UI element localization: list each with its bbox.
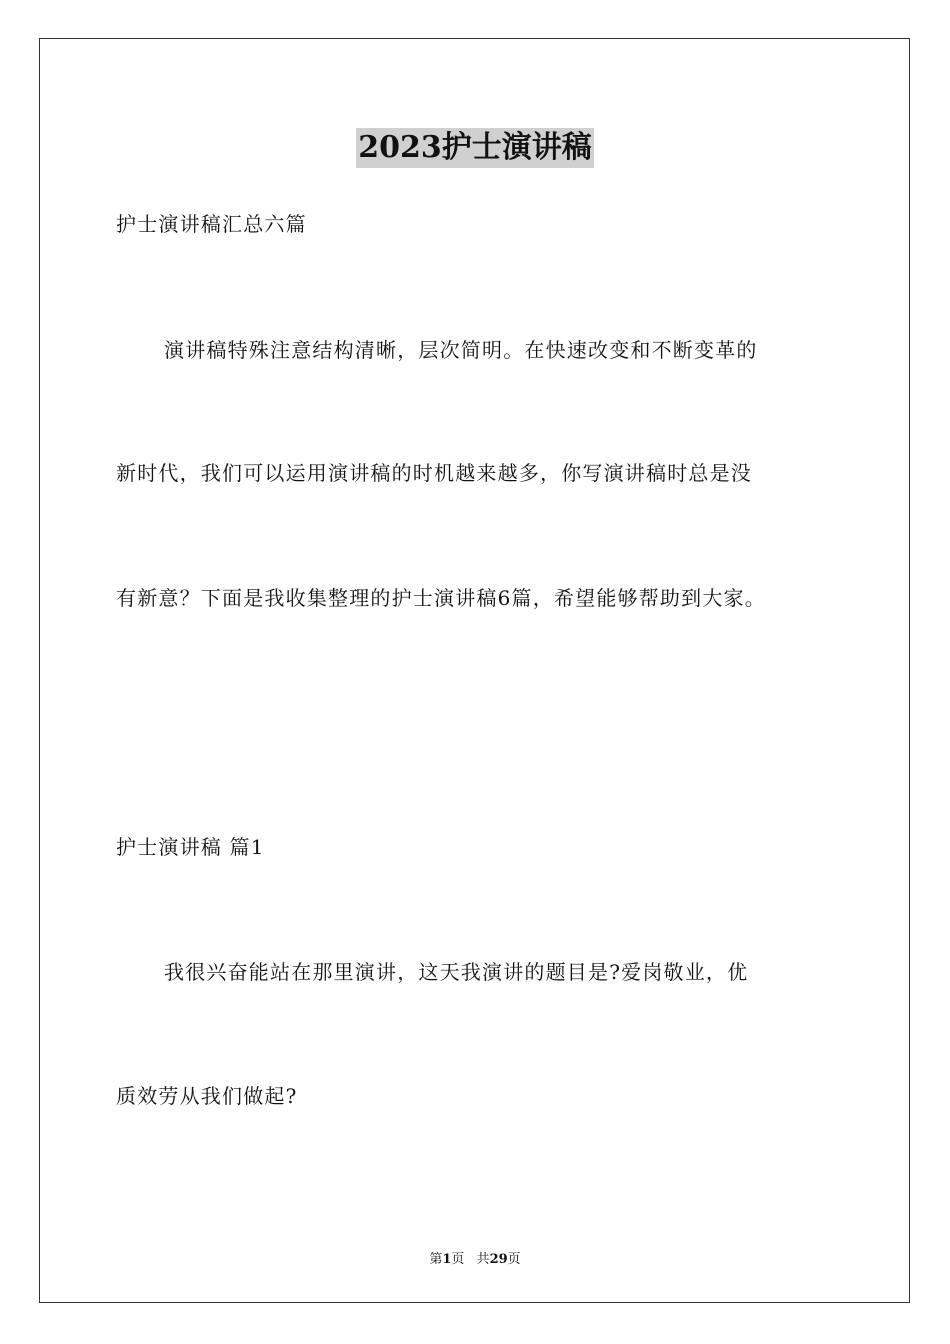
section-line-2: 质效劳从我们做起? bbox=[116, 1084, 298, 1108]
document-subtitle: 护士演讲稿汇总六篇 bbox=[116, 212, 307, 236]
page-indicator bbox=[429, 1252, 464, 1267]
document-title-wrapper bbox=[0, 128, 950, 168]
page-prefix: 第 bbox=[429, 1252, 443, 1267]
section-line-1: 我很兴奋能站在那里演讲，这天我演讲的题目是?爱岗敬业，优 bbox=[164, 960, 749, 984]
page-suffix: 页 bbox=[451, 1252, 465, 1267]
total-indicator bbox=[477, 1252, 521, 1267]
total-prefix: 共 bbox=[476, 1252, 490, 1267]
total-pages: 29 bbox=[489, 1252, 508, 1267]
intro-line-1: 演讲稿特殊注意结构清晰，层次简明。在快速改变和不断变革的 bbox=[164, 338, 758, 362]
page-number: 1 bbox=[442, 1252, 452, 1267]
intro-line-2: 新时代，我们可以运用演讲稿的时机越来越多，你写演讲稿时总是没 bbox=[116, 461, 752, 485]
total-suffix: 页 bbox=[507, 1252, 521, 1267]
document-title: 2023护士演讲稿 bbox=[356, 128, 594, 168]
section-heading: 护士演讲稿 篇1 bbox=[116, 835, 265, 859]
intro-line-3: 有新意？下面是我收集整理的护士演讲稿6篇，希望能够帮助到大家。 bbox=[116, 586, 766, 610]
page-footer bbox=[0, 1248, 950, 1267]
